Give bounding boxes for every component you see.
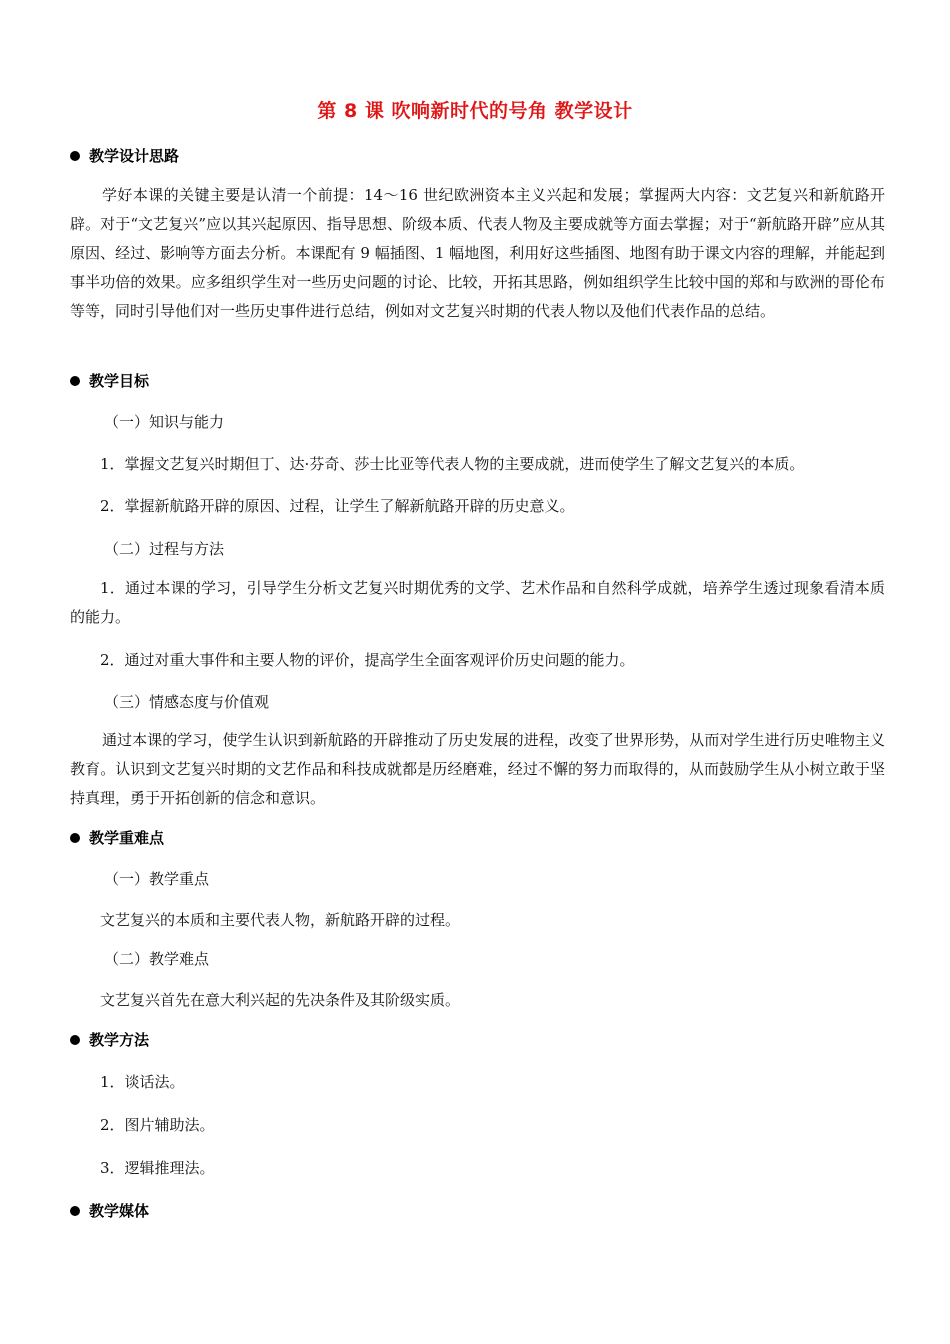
goals-item: 1．掌握文艺复兴时期但丁、达·芬奇、莎士比亚等代表人物的主要成就，进而使学生了解文艺复兴的本质。 xyxy=(100,455,805,473)
bullet-icon xyxy=(70,833,80,843)
bullet-icon xyxy=(70,376,80,386)
methods-item: 1．谈话法。 xyxy=(100,1073,185,1091)
methods-item: 3．逻辑推理法。 xyxy=(100,1159,215,1177)
section-heading-label: 教学设计思路 xyxy=(89,147,180,165)
section-heading-label: 教学目标 xyxy=(89,372,150,390)
section-heading-label: 教学方法 xyxy=(89,1031,150,1049)
bullet-icon xyxy=(70,1035,80,1045)
keypoints-subheading-difficulty: （二）教学难点 xyxy=(104,950,210,968)
page-title: 第 8 课 吹响新时代的号角 教学设计 xyxy=(317,100,633,122)
keypoints-difficulty-text: 文艺复兴首先在意大利兴起的先决条件及其阶级实质。 xyxy=(100,991,461,1009)
goals-item: 2．通过对重大事件和主要人物的评价，提高学生全面客观评价历史问题的能力。 xyxy=(100,651,635,669)
methods-item: 2．图片辅助法。 xyxy=(100,1116,215,1134)
goals-subheading-attitude: （三）情感态度与价值观 xyxy=(104,693,270,711)
design-paragraph: 学好本课的关键主要是认清一个前提：14～16 世纪欧洲资本主义兴起和发展；掌握两大内容：文艺复兴和新航路开辟。对于“文艺复兴”应以其兴起原因、指导思想、阶级本质、代表人物及主要成就等方面去掌握；对于“新航路开辟”应从其原因、经过、影响等方面去分析。本课配有 9 幅插图、1 幅地图，利用好这些插图、地图有助于课文内容的理解，并能起到事半功倍的效果。应多组织学生对一些历史问题的讨论、比较，开拓其思路，例如组织学生比较中国的郑和与欧洲的哥伦布等等，同时引导他们对一些历史事件进行总结，例如对文艺复兴时期的代表人物以及他们代表作品的总结。 xyxy=(70,186,885,320)
section-heading-design xyxy=(70,145,179,166)
section-heading-media xyxy=(70,1200,149,1221)
keypoints-subheading-focus: （一）教学重点 xyxy=(104,870,210,888)
keypoints-focus-text: 文艺复兴的本质和主要代表人物，新航路开辟的过程。 xyxy=(100,911,461,929)
section-heading-label: 教学重难点 xyxy=(89,829,165,847)
section-heading-label: 教学媒体 xyxy=(89,1202,150,1220)
goals-subheading-process: （二）过程与方法 xyxy=(104,540,225,558)
bullet-icon xyxy=(70,1206,80,1216)
section-heading-methods xyxy=(70,1029,149,1050)
goals-item: 2．掌握新航路开辟的原因、过程，让学生了解新航路开辟的历史意义。 xyxy=(100,497,575,515)
section-heading-goals xyxy=(70,370,149,391)
goals-subheading-knowledge: （一）知识与能力 xyxy=(104,413,225,431)
section-heading-keypoints xyxy=(70,827,164,848)
goals-attitude-paragraph: 通过本课的学习，使学生认识到新航路的开辟推动了历史发展的进程，改变了世界形势，从而对学生进行历史唯物主义教育。认识到文艺复兴时期的文艺作品和科技成就都是历经磨难，经过不懈的努力而取得的，从而鼓励学生从小树立敢于坚持真理，勇于开拓创新的信念和意识。 xyxy=(70,731,885,807)
bullet-icon xyxy=(70,151,80,161)
goals-item: 1．通过本课的学习，引导学生分析文艺复兴时期优秀的文学、艺术作品和自然科学成就，培养学生透过现象看清本质的能力。 xyxy=(70,579,885,626)
